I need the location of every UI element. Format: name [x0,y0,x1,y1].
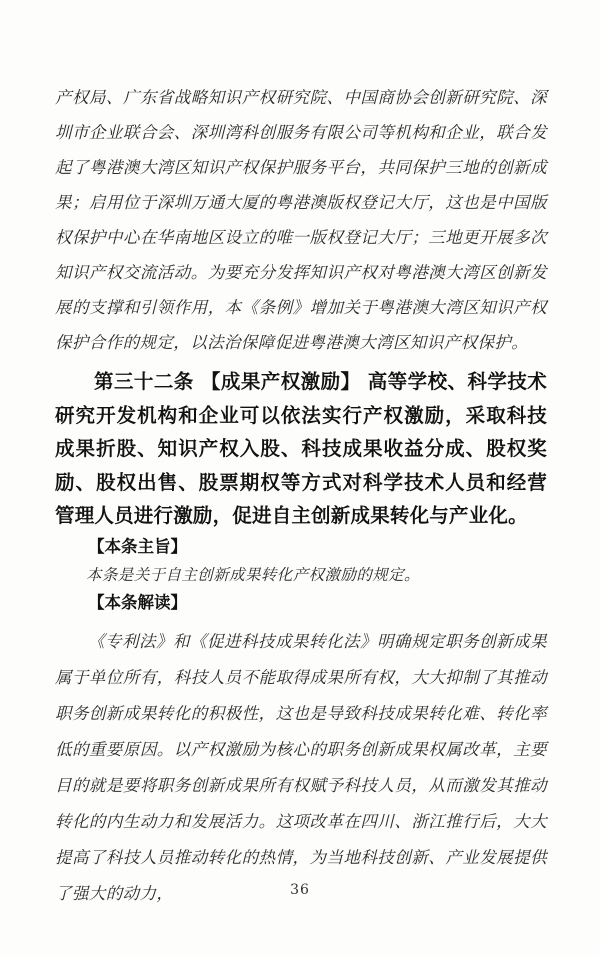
page-number: 36 [290,882,310,898]
section-heading-interpretation: 【本条解读】 [88,592,187,612]
paragraph-continuation: 产权局、广东省战略知识产权研究院、中国商协会创新研究院、深圳市企业联合会、深圳湾科创服务有限公司等机构和企业，联合发起了粤港澳大湾区知识产权保护服务平台，共同保护三地的创新成果；启用位于深圳万通大厦的粤港澳版权登记大厅，这也是中国版权保护中心在华南地区设立的唯一版权登记大厅；三地更开展多次知识产权交流活动。为要充分发挥知识产权对粤港澳大湾区创新发展的支撑和引领作用，本《条例》增加关于粤港澳大湾区知识产权保护合作的规定，以法治保障促进粤港澳大湾区知识产权保护。 [55,88,547,352]
gist-body-text: 本条是关于自主创新成果转化产权激励的规定。 [86,565,420,584]
page-content [55,0,547,912]
interpretation-body-text: 《专利法》和《促进科技成果转化法》明确规定职务创新成果属于单位所有，科技人员不能取得成果所有权，大大抑制了其推动职务创新成果转化的积极性，这也是导致科技成果转化难、转化率低的重要原因。以产权激励为核心的职务创新成果权属改革，主要目的就是要将职务创新成果所有权赋予科技人员，从而激发其推动转化的内生动力和发展活力。这项改革在四川、浙江推行后，大大提高了科技人员推动转化的热情，为当地科技创新、产业发展提供了强大的动力， [55,631,547,903]
article-32-statute-text: 第三十二条 【成果产权激励】 高等学校、科学技术研究开发机构和企业可以依法实行产权激励，采取科技成果折股、知识产权入股、科技成果收益分成、股权奖励、股权出售、股票期权等方式对科学技术人员和经营管理人员进行激励，促进自主创新成果转化与产业化。 [55,370,547,527]
section-heading-gist: 【本条主旨】 [88,536,187,556]
